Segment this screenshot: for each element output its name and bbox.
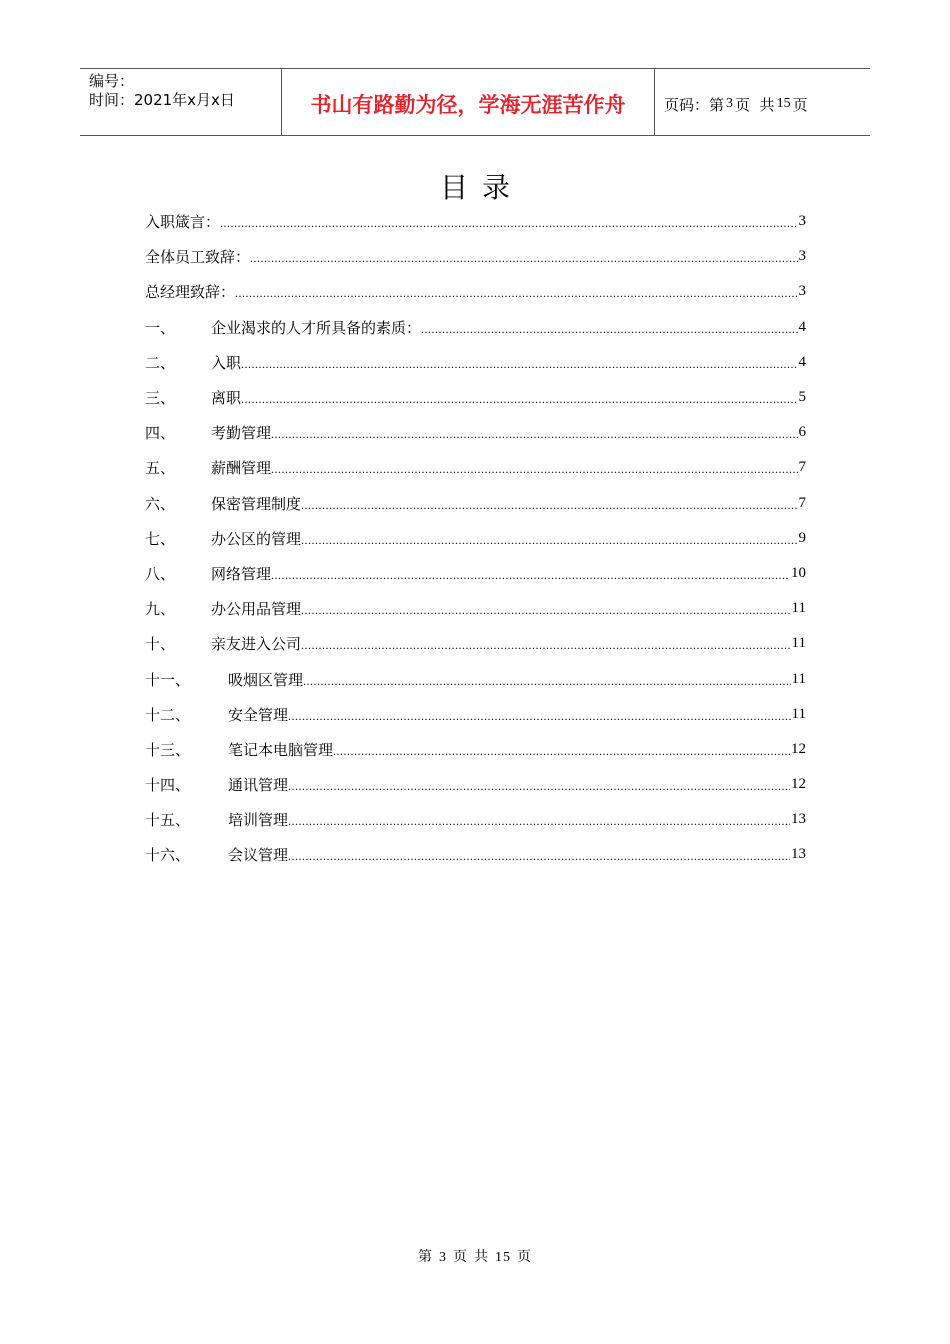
toc-entry-label: 离职 bbox=[211, 389, 242, 408]
toc-leader-dots bbox=[301, 533, 797, 548]
toc-leader-dots bbox=[271, 462, 797, 477]
toc-entry[interactable] bbox=[145, 239, 806, 274]
footer-current: 3 bbox=[439, 1250, 447, 1265]
toc-entry-number: 八、 bbox=[145, 564, 176, 583]
toc-leader-dots bbox=[301, 603, 791, 618]
toc-leader-dots bbox=[301, 638, 791, 653]
toc-entry[interactable] bbox=[145, 274, 806, 309]
toc-entry-page: 12 bbox=[791, 740, 806, 757]
toc-entry-page: 13 bbox=[791, 846, 806, 863]
page-footer bbox=[0, 1246, 950, 1266]
toc-entry[interactable] bbox=[145, 767, 806, 802]
toc-leader-dots bbox=[220, 216, 797, 231]
toc-entry-label: 考勤管理 bbox=[211, 424, 272, 443]
toc-entry-page: 11 bbox=[791, 635, 806, 652]
page-current: 3 bbox=[726, 96, 734, 111]
toc-entry[interactable] bbox=[145, 732, 806, 767]
toc-leader-dots bbox=[288, 779, 790, 794]
toc-entry-number: 九、 bbox=[145, 600, 176, 619]
header-meta-cell bbox=[80, 69, 282, 135]
toc-entry-page: 4 bbox=[798, 353, 806, 370]
toc-entry[interactable] bbox=[145, 521, 806, 556]
toc-entry-number: 一、 bbox=[145, 318, 176, 337]
toc-entry-number: 十一、 bbox=[145, 670, 191, 689]
toc-leader-dots bbox=[421, 322, 797, 337]
toc-entry-label: 通讯管理 bbox=[228, 776, 289, 795]
toc-entry-number: 五、 bbox=[145, 459, 176, 478]
toc-leader-dots bbox=[271, 568, 790, 583]
footer-total: 15 bbox=[495, 1250, 511, 1265]
toc-entry-label: 入职箴言： bbox=[145, 213, 221, 232]
toc-leader-dots bbox=[241, 357, 797, 372]
toc-leader-dots bbox=[271, 427, 797, 442]
toc-entry-label: 笔记本电脑管理 bbox=[228, 740, 334, 759]
toc-entry-page: 3 bbox=[798, 213, 806, 230]
toc-entry-page: 9 bbox=[798, 529, 806, 546]
toc-entry-number: 七、 bbox=[145, 529, 176, 548]
toc-entry-label: 入职 bbox=[211, 353, 242, 372]
toc-entry[interactable] bbox=[145, 450, 806, 485]
toc-entry-label: 办公区的管理 bbox=[211, 529, 302, 548]
toc-entry[interactable] bbox=[145, 486, 806, 521]
toc-entry-page: 7 bbox=[798, 459, 806, 476]
toc-leader-dots bbox=[250, 251, 797, 266]
toc-leader-dots bbox=[288, 814, 790, 829]
toc-title: 目录 bbox=[439, 171, 524, 204]
toc-entry[interactable] bbox=[145, 204, 806, 239]
toc-entry-label: 培训管理 bbox=[228, 811, 289, 830]
toc-entry[interactable] bbox=[145, 661, 806, 696]
header-motto: 书山有路勤为径，学海无涯苦作舟 bbox=[282, 69, 655, 135]
footer-mid1: 页 bbox=[453, 1250, 468, 1265]
document-header bbox=[80, 68, 870, 136]
toc-entry-label: 网络管理 bbox=[211, 564, 272, 583]
toc-entry-page: 11 bbox=[791, 600, 806, 617]
toc-entry-label: 薪酬管理 bbox=[211, 459, 272, 478]
toc-leader-dots bbox=[288, 709, 791, 724]
toc-entry-label: 安全管理 bbox=[228, 705, 289, 724]
toc-leader-dots bbox=[288, 849, 790, 864]
footer-suffix: 页 bbox=[517, 1250, 532, 1265]
footer-prefix: 第 bbox=[418, 1250, 433, 1265]
toc-entry-label: 全体员工致辞： bbox=[145, 248, 251, 267]
toc-entry-page: 3 bbox=[798, 248, 806, 265]
toc-entry-page: 11 bbox=[791, 705, 806, 722]
toc-entry-page: 11 bbox=[791, 670, 806, 687]
toc-entry-number: 十、 bbox=[145, 635, 176, 654]
toc-entry-page: 6 bbox=[798, 424, 806, 441]
toc-entry-page: 12 bbox=[791, 776, 806, 793]
toc-entry-page: 7 bbox=[798, 494, 806, 511]
toc-leader-dots bbox=[301, 498, 797, 513]
toc-entry-page: 4 bbox=[798, 318, 806, 335]
toc-entry-page: 3 bbox=[798, 283, 806, 300]
toc-entry-number: 十三、 bbox=[145, 740, 191, 759]
toc-entry[interactable] bbox=[145, 697, 806, 732]
toc-entry-number: 六、 bbox=[145, 494, 176, 513]
toc-entry[interactable] bbox=[145, 837, 806, 872]
toc-entry-label: 亲友进入公司 bbox=[211, 635, 302, 654]
toc-entry[interactable] bbox=[145, 310, 806, 345]
toc-entry-page: 10 bbox=[791, 564, 806, 581]
toc-entry[interactable] bbox=[145, 802, 806, 837]
footer-mid2: 共 bbox=[474, 1250, 489, 1265]
toc-leader-dots bbox=[303, 674, 791, 689]
toc-entry-number: 三、 bbox=[145, 389, 176, 408]
page-mid: 页 共 bbox=[735, 95, 775, 114]
page-total: 15 bbox=[776, 96, 791, 111]
toc-entry-label: 保密管理制度 bbox=[211, 494, 302, 513]
toc-entry-number: 十五、 bbox=[145, 811, 191, 830]
date-label: 时间：2021年x月x日 bbox=[89, 91, 235, 109]
toc-entry[interactable] bbox=[145, 591, 806, 626]
toc-leader-dots bbox=[241, 392, 797, 407]
toc-entry[interactable] bbox=[145, 626, 806, 661]
page-suffix: 页 bbox=[792, 95, 808, 114]
toc-entry-number: 二、 bbox=[145, 353, 176, 372]
page-prefix: 页码：第 bbox=[664, 95, 725, 114]
toc-entry-label: 办公用品管理 bbox=[211, 600, 302, 619]
toc-entry-number: 四、 bbox=[145, 424, 176, 443]
header-page-info bbox=[655, 69, 870, 135]
code-label: 编号： bbox=[89, 72, 135, 90]
toc-entry-page: 5 bbox=[798, 389, 806, 406]
table-of-contents bbox=[145, 204, 806, 873]
toc-leader-dots bbox=[235, 286, 797, 301]
toc-entry-number: 十四、 bbox=[145, 776, 191, 795]
toc-entry-number: 十二、 bbox=[145, 705, 191, 724]
toc-entry[interactable] bbox=[145, 345, 806, 380]
toc-entry-page: 13 bbox=[791, 811, 806, 828]
toc-entry[interactable] bbox=[145, 380, 806, 415]
toc-entry[interactable] bbox=[145, 415, 806, 450]
toc-entry-number: 十六、 bbox=[145, 846, 191, 865]
toc-entry[interactable] bbox=[145, 556, 806, 591]
toc-entry-label: 企业渴求的人才所具备的素质： bbox=[211, 318, 422, 337]
toc-entry-label: 会议管理 bbox=[228, 846, 289, 865]
toc-entry-label: 总经理致辞： bbox=[145, 283, 236, 302]
toc-leader-dots bbox=[333, 744, 790, 759]
toc-entry-label: 吸烟区管理 bbox=[228, 670, 304, 689]
